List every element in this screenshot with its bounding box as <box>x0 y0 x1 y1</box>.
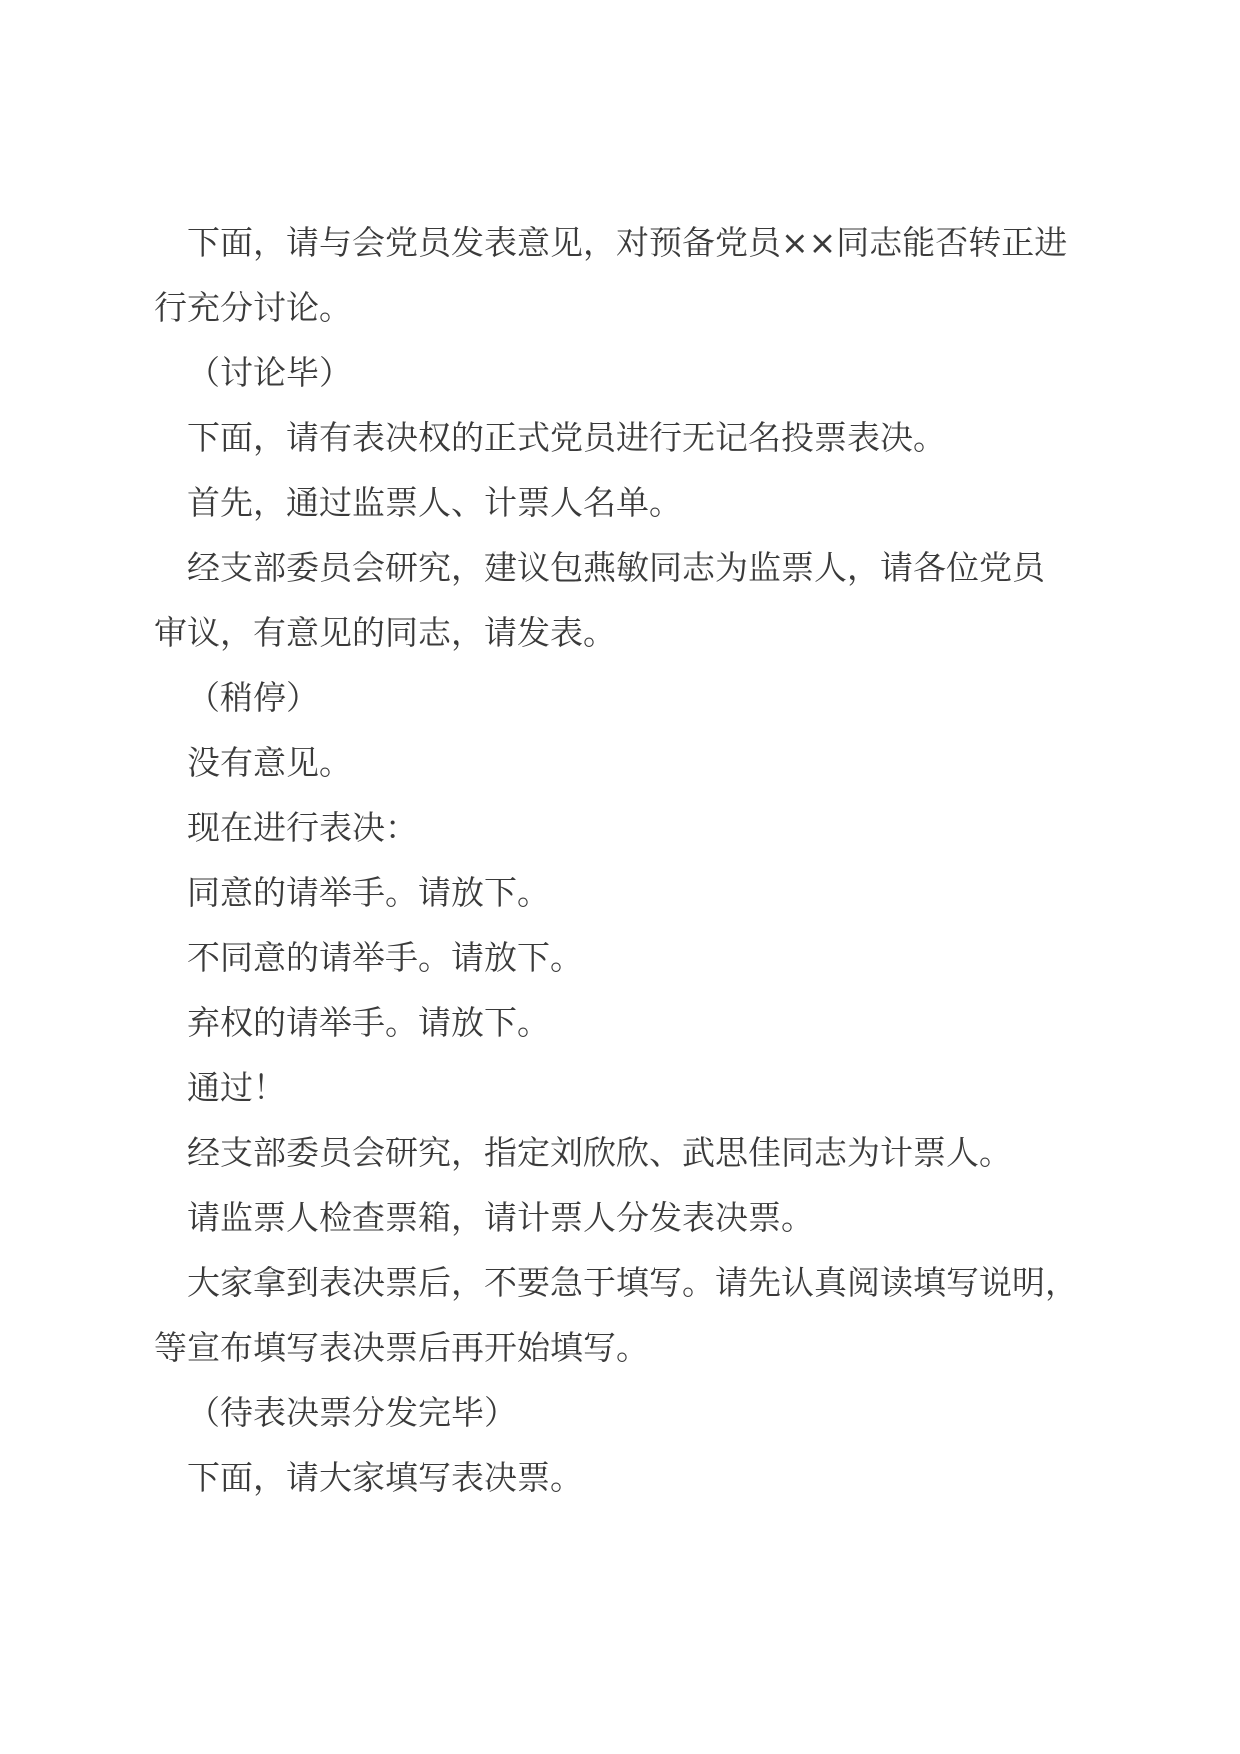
paragraph-scrutineer-proposal: 经支部委员会研究，建议包燕敏同志为监票人，请各位党员 <box>187 548 1045 587</box>
paragraph-passed: 通过！ <box>187 1068 286 1107</box>
paragraph-disagree: 不同意的请举手。请放下。 <box>187 938 583 977</box>
paragraph-abstain: 弃权的请举手。请放下。 <box>187 1003 550 1042</box>
paragraph-ballot-box: 请监票人检查票箱，请计票人分发表决票。 <box>187 1198 814 1237</box>
paragraph-agree: 同意的请举手。请放下。 <box>187 873 550 912</box>
paragraph-fill-ballot: 下面，请大家填写表决票。 <box>187 1458 583 1497</box>
paragraph-scrutineer-proposal-cont: 审议，有意见的同志，请发表。 <box>154 613 616 652</box>
paragraph-pause: （稍停） <box>187 678 319 717</box>
paragraph-discussion-intro: 下面，请与会党员发表意见，对预备党员××同志能否转正进 <box>187 223 1068 262</box>
paragraph-pass-list: 首先，通过监票人、计票人名单。 <box>187 483 682 522</box>
paragraph-no-objection: 没有意见。 <box>187 743 352 782</box>
paragraph-discussion-intro-cont: 行充分讨论。 <box>154 288 352 327</box>
paragraph-ballot-instructions-cont: 等宣布填写表决票后再开始填写。 <box>154 1328 649 1367</box>
paragraph-vote-now: 现在进行表决： <box>187 808 418 847</box>
paragraph-tellers: 经支部委员会研究，指定刘欣欣、武思佳同志为计票人。 <box>187 1133 1012 1172</box>
paragraph-discussion-end: （讨论毕） <box>187 353 352 392</box>
paragraph-vote-intro: 下面，请有表决权的正式党员进行无记名投票表决。 <box>187 418 946 457</box>
document-body <box>154 210 1089 1510</box>
paragraph-wait-distribution: （待表决票分发完毕） <box>187 1393 517 1432</box>
paragraph-ballot-instructions: 大家拿到表决票后，不要急于填写。请先认真阅读填写说明， <box>187 1263 1078 1302</box>
